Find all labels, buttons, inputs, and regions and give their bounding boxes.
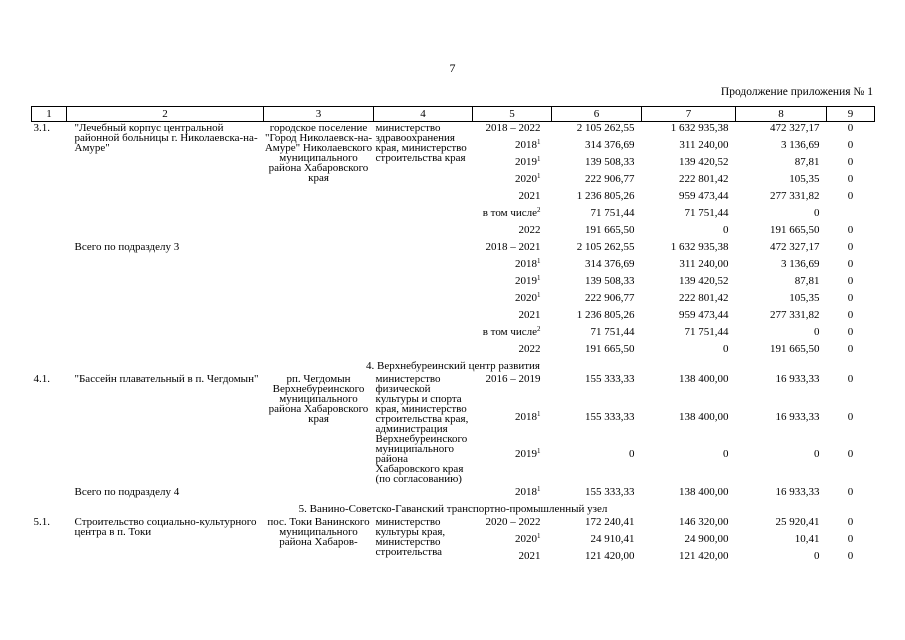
- total-value: 222 906,77: [585, 173, 635, 185]
- period-cell: [473, 448, 552, 486]
- subtotal-label: Всего по подразделу 3: [74, 241, 180, 253]
- regional-value: 87,81: [794, 156, 820, 168]
- regional-value: 0: [814, 207, 820, 219]
- period-text: 2016 – 2019: [485, 373, 541, 385]
- period-cell: [473, 516, 552, 533]
- regional-value: 472 327,17: [770, 122, 820, 134]
- section-title: 4. Верхнебуреинский центр развития: [366, 360, 540, 372]
- federal-value: 1 632 935,38: [670, 241, 729, 253]
- other-value: [827, 207, 875, 224]
- total-value: 71 751,44: [590, 207, 635, 219]
- federal-value: 146 320,00: [679, 516, 729, 528]
- column-header: 2: [67, 107, 264, 122]
- period-text: 2020 – 2022: [485, 516, 541, 528]
- budget-table: [31, 106, 875, 567]
- federal-value: 959 473,44: [679, 190, 729, 202]
- period-text: 2018: [515, 410, 537, 423]
- customer-name: министерство здравоохранения края, министерство строительства края: [375, 122, 467, 164]
- period-text: 2022: [518, 224, 541, 236]
- total-value: 191 665,50: [585, 224, 635, 236]
- customer-name: министерство культуры края, министерство строительства: [375, 516, 446, 558]
- period-text: 2018 – 2022: [485, 122, 541, 134]
- regional-value: 16 933,33: [775, 373, 820, 385]
- section-row: [32, 360, 875, 373]
- period-text: 2018 – 2021: [485, 241, 541, 253]
- page-number: 7: [449, 61, 456, 75]
- other-value: 0: [847, 533, 854, 545]
- other-value: 0: [847, 190, 854, 202]
- regional-value: 105,35: [789, 173, 820, 185]
- footnote-mark: 1: [537, 447, 541, 456]
- period-text: 2018: [515, 139, 537, 151]
- other-value: 0: [847, 343, 854, 355]
- other-value: 0: [847, 224, 854, 236]
- footnote-mark: 1: [537, 138, 541, 146]
- subtotal-label: Всего по подразделу 4: [74, 486, 180, 498]
- period-cell: [473, 224, 552, 241]
- regional-value: 16 933,33: [775, 410, 820, 423]
- regional-value: 277 331,82: [770, 309, 820, 321]
- column-header: 8: [736, 107, 827, 122]
- federal-value: 139 420,52: [679, 275, 729, 287]
- period-cell: [473, 241, 552, 258]
- total-value: 314 376,69: [585, 258, 635, 270]
- other-value: 0: [847, 275, 854, 287]
- customer-name: министерство физической культуры и спорта края, министерство строительства края, администрация Верхнебуреинского муниципального района Хабаровского края (по согласованию): [375, 373, 469, 485]
- other-value: 0: [847, 373, 854, 385]
- total-value: 139 508,33: [585, 275, 635, 287]
- blank-cell: [32, 486, 67, 503]
- total-value: 2 105 262,55: [576, 241, 635, 253]
- federal-value: 222 801,42: [679, 292, 729, 304]
- federal-value: 311 240,00: [679, 139, 729, 151]
- object-name: Строительство социально-культурного центра в п. Токи: [74, 516, 257, 538]
- federal-value: 121 420,00: [679, 550, 729, 562]
- footnote-mark: 2: [537, 325, 541, 333]
- object-name: "Лечебный корпус центральной районной больницы г. Николаевска-на-Амуре": [74, 122, 258, 154]
- period-cell: [473, 373, 552, 411]
- period-cell: [473, 275, 552, 292]
- period-text: 2019: [515, 448, 537, 461]
- table-row: [32, 373, 875, 411]
- other-value: 0: [847, 486, 854, 498]
- column-header: 5: [473, 107, 552, 122]
- federal-value: 138 400,00: [679, 410, 729, 423]
- federal-value: 0: [723, 448, 729, 461]
- federal-value: 959 473,44: [679, 309, 729, 321]
- federal-value: 71 751,44: [684, 207, 729, 219]
- total-row: [32, 241, 875, 258]
- federal-value: 222 801,42: [679, 173, 729, 185]
- regional-value: 0: [814, 550, 820, 562]
- federal-value: 71 751,44: [684, 326, 729, 338]
- period-text: 2022: [518, 343, 541, 355]
- period-text: 2019: [515, 156, 537, 168]
- period-cell: [473, 343, 552, 360]
- total-value: 172 240,41: [585, 516, 635, 528]
- column-header: 7: [642, 107, 736, 122]
- regional-value: 0: [814, 326, 820, 338]
- object-name: "Бассейн плавательный в п. Чегдомын": [74, 373, 259, 385]
- other-value: 0: [847, 309, 854, 321]
- total-row: [32, 486, 875, 503]
- footnote-mark: 1: [537, 409, 541, 418]
- period-cell: [473, 258, 552, 275]
- other-value: 0: [847, 139, 854, 151]
- total-value: 314 376,69: [585, 139, 635, 151]
- period-cell: [473, 486, 552, 503]
- period-cell: [473, 122, 552, 140]
- section-title: 5. Ванино-Советско-Гаванский транспортно-промышленный узел: [298, 503, 608, 515]
- federal-value: 138 400,00: [679, 373, 729, 385]
- total-value: 191 665,50: [585, 343, 635, 355]
- footnote-mark: 2: [537, 206, 541, 214]
- period-text: 2018: [515, 486, 537, 498]
- federal-value: 0: [723, 343, 729, 355]
- federal-value: 0: [723, 224, 729, 236]
- regional-value: 277 331,82: [770, 190, 820, 202]
- federal-value: 24 900,00: [684, 533, 729, 545]
- period-cell: [473, 550, 552, 567]
- regional-value: 25 920,41: [775, 516, 820, 528]
- total-value: 71 751,44: [590, 326, 635, 338]
- column-header: 1: [32, 107, 67, 122]
- period-cell: [473, 190, 552, 207]
- footnote-mark: 1: [537, 155, 541, 163]
- regional-value: 191 665,50: [770, 343, 820, 355]
- period-text: 2021: [518, 190, 541, 202]
- continuation-label: Продолжение приложения № 1: [720, 86, 873, 98]
- period-text: 2021: [518, 550, 541, 562]
- federal-value: 139 420,52: [679, 156, 729, 168]
- period-cell: [473, 309, 552, 326]
- regional-value: 0: [814, 448, 820, 461]
- item-number: 4.1.: [33, 373, 50, 385]
- period-text: 2018: [515, 258, 537, 270]
- footnote-mark: 1: [537, 274, 541, 282]
- object-location: пос. Токи Ванинского муниципального района Хабаров-: [267, 516, 370, 548]
- object-location: рп. Чегдомын Верхнебуреинского муниципального района Хабаровского края: [268, 373, 369, 425]
- total-value: 155 333,33: [585, 486, 635, 498]
- total-value: 222 906,77: [585, 292, 635, 304]
- regional-value: 16 933,33: [775, 486, 820, 498]
- other-value: 0: [847, 410, 854, 423]
- other-value: 0: [847, 122, 854, 134]
- total-value: 1 236 805,26: [576, 190, 635, 202]
- total-value: 155 333,33: [585, 373, 635, 385]
- other-value: 0: [847, 241, 854, 253]
- total-value: 121 420,00: [585, 550, 635, 562]
- total-value: 139 508,33: [585, 156, 635, 168]
- column-header: 3: [264, 107, 374, 122]
- period-text: в том числе: [482, 207, 537, 219]
- period-cell: [473, 156, 552, 173]
- column-header: 9: [827, 107, 875, 122]
- regional-value: 105,35: [789, 292, 820, 304]
- regional-value: 87,81: [794, 275, 820, 287]
- period-text: 2020: [515, 173, 537, 185]
- period-cell: [473, 411, 552, 449]
- footnote-mark: 1: [537, 485, 541, 493]
- column-header: 6: [552, 107, 642, 122]
- regional-value: 10,41: [794, 533, 820, 545]
- federal-value: 138 400,00: [679, 486, 729, 498]
- federal-value: 1 632 935,38: [670, 122, 729, 134]
- period-text: в том числе: [482, 326, 537, 338]
- total-value: 1 236 805,26: [576, 309, 635, 321]
- period-cell: [473, 326, 552, 343]
- other-value: 0: [847, 326, 854, 338]
- period-cell: [473, 173, 552, 190]
- footnote-mark: 1: [537, 172, 541, 180]
- section-row: [32, 503, 875, 516]
- regional-value: 3 136,69: [781, 139, 820, 151]
- regional-value: 472 327,17: [770, 241, 820, 253]
- period-text: 2019: [515, 275, 537, 287]
- total-value: 24 910,41: [590, 533, 635, 545]
- period-text: 2020: [515, 533, 537, 545]
- table-row: [32, 516, 875, 533]
- federal-value: 311 240,00: [679, 258, 729, 270]
- period-cell: [473, 292, 552, 309]
- other-value: 0: [847, 173, 854, 185]
- regional-value: 191 665,50: [770, 224, 820, 236]
- footnote-mark: 1: [537, 257, 541, 265]
- other-value: 0: [847, 258, 854, 270]
- other-value: 0: [847, 516, 854, 528]
- period-text: 2021: [518, 309, 541, 321]
- period-cell: [473, 533, 552, 550]
- total-value: 155 333,33: [585, 410, 635, 423]
- footnote-mark: 1: [537, 291, 541, 299]
- object-location: городское поселение "Город Николаевск-на-Амуре" Николаевского муниципального района Хабаровского края: [264, 122, 373, 184]
- total-value: 0: [629, 448, 635, 461]
- footnote-mark: 1: [537, 532, 541, 540]
- blank-cell: [32, 241, 67, 360]
- period-cell: [473, 139, 552, 156]
- other-value: 0: [847, 156, 854, 168]
- period-cell: [473, 207, 552, 224]
- item-number: 3.1.: [33, 122, 50, 134]
- table-row: [32, 122, 875, 140]
- period-text: 2020: [515, 292, 537, 304]
- column-number-header: [32, 107, 875, 122]
- other-value: 0: [847, 550, 854, 562]
- item-number: 5.1.: [33, 516, 50, 528]
- other-value: 0: [847, 292, 854, 304]
- regional-value: 3 136,69: [781, 258, 820, 270]
- column-header: 4: [374, 107, 473, 122]
- total-value: 2 105 262,55: [576, 122, 635, 134]
- other-value: 0: [847, 448, 854, 461]
